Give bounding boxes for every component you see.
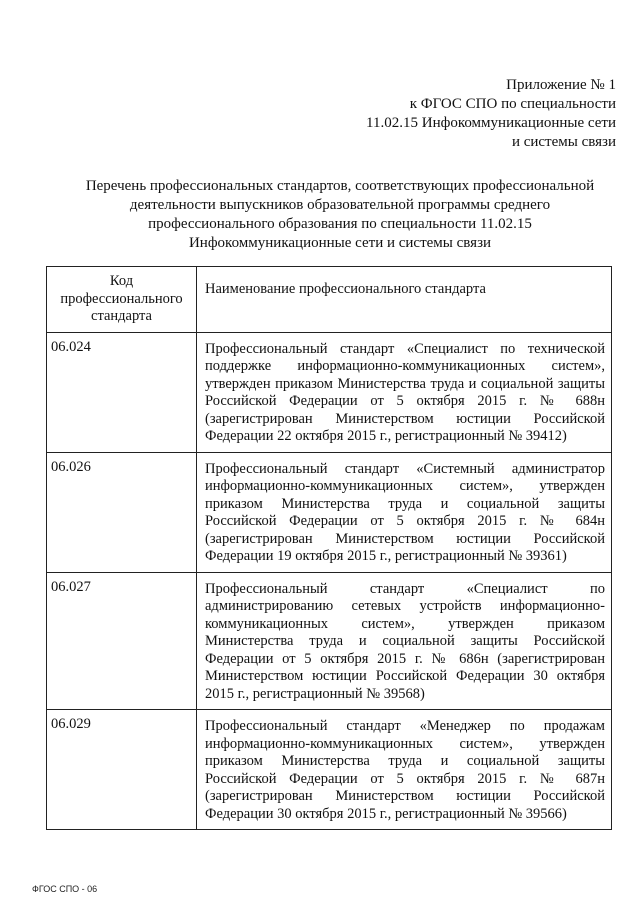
standard-code: 06.029 xyxy=(47,710,197,830)
appendix-note xyxy=(366,76,616,152)
table-row xyxy=(47,572,612,710)
standard-name: Профессиональный стандарт «Специалист по администрированию сетевых устройств информационно-коммуникационных систем», утвержден приказом Министерства труда и социальной защиты Российской Федерации от 5 октября 2015 г. № 686н (зарегистрирован Министерством юстиции Российской Федерации 30 октября 2015 г., регистрационный № 39568) xyxy=(197,572,612,710)
name-column-header: Наименование профессионального стандарта xyxy=(197,267,612,333)
standard-name: Профессиональный стандарт «Специалист по технической поддержке информационно-коммуникационных систем», утвержден приказом Министерства труда и социальной защиты Российской Федерации от 5 октября 2015 г. № 688н (зарегистрирован Министерством юстиции Российской Федерации 22 октября 2015 г., регистрационный № 39412) xyxy=(197,332,612,452)
standard-code: 06.027 xyxy=(47,572,197,710)
table-header-row xyxy=(47,267,612,333)
appendix-line: к ФГОС СПО по специальности xyxy=(409,96,616,112)
appendix-line: 11.02.15 Инфокоммуникационные сети xyxy=(366,115,616,131)
title-line: Инфокоммуникационные сети и системы связи xyxy=(188,235,492,251)
standard-code: 06.026 xyxy=(47,452,197,572)
appendix-line: и системы связи xyxy=(511,134,616,150)
title-line: профессионального образования по специальности 11.02.15 xyxy=(148,216,532,232)
document-title xyxy=(60,177,620,253)
table-row xyxy=(47,710,612,830)
table-row xyxy=(47,452,612,572)
appendix-line: Приложение № 1 xyxy=(506,77,616,93)
table-row xyxy=(47,332,612,452)
standard-name: Профессиональный стандарт «Системный администратор информационно-коммуникационных систем», утвержден приказом Министерства труда и социальной защиты Российской Федерации от 5 октября 2015 г. № 684н (зарегистрирован Министерством юстиции Российской Федерации 19 октября 2015 г., регистрационный № 39361) xyxy=(197,452,612,572)
footer-label: ФГОС СПО - 06 xyxy=(32,884,98,894)
standard-name: Профессиональный стандарт «Менеджер по продажам информационно-коммуникационных систем», утвержден приказом Министерства труда и социальной защиты Российской Федерации от 5 октября 2015 г. № 687н (зарегистрирован Министерством юстиции Российской Федерации 30 октября 2015 г., регистрационный № 39566) xyxy=(197,710,612,830)
standards-table xyxy=(46,266,612,830)
title-line: Перечень профессиональных стандартов, соответствующих профессиональной xyxy=(85,178,595,194)
code-column-header: Код профессионального стандарта xyxy=(47,267,197,333)
title-line: деятельности выпускников образовательной программы среднего xyxy=(129,197,551,213)
standard-code: 06.024 xyxy=(47,332,197,452)
